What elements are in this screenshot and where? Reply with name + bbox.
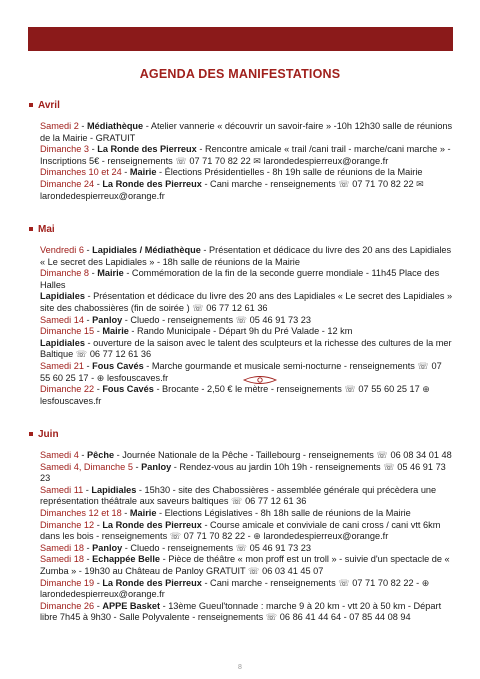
agenda-entry [29, 601, 454, 624]
entry-organizer: Pêche [87, 450, 115, 460]
entry-text: - [89, 268, 98, 279]
entry-organizer: Mairie [129, 507, 157, 518]
entry-text: - Atelier vannerie « découvrir un savoir-faire » -10h 12h30 salle de réunions de la Mairie - GRATUIT [40, 121, 453, 143]
contact-icon: ☏ [344, 384, 356, 395]
entry-text: - Cluedo - renseignements [122, 542, 236, 553]
entry-text: - Présentation et dédicace du livre des 20 ans des Lapidiales « Le secret des Lapidiales » - 18h salle de réunions de la Mairie [40, 245, 452, 267]
entry-date: Samedi 11 [40, 484, 84, 495]
entry-text: - Pièce de théâtre « mon proff est un troll » - suivie d'un spectacle de « Zumba » - 19h30 au Château de Panloy GRATUIT [40, 554, 450, 576]
month-label: Juin [38, 429, 59, 440]
entry-text: - [83, 245, 93, 255]
entry-text: - 13ème Gueul'tonnade : marche 9 à 20 km - vtt 20 à 50 km - Départ libre 7h45 à 9h30 - Salle Polyvalente - renseignements [40, 600, 442, 623]
entry-text: - [121, 167, 130, 178]
entry-text: - [83, 314, 93, 325]
contact-icon: ☏ [235, 314, 248, 325]
entry-text: - ouverture de la saison avec le talent des sculpteurs et la richesse des cultures de la mer Baltique [40, 337, 452, 360]
entry-date: Dimanche 3 [40, 144, 90, 155]
entry-organizer: La Ronde des Pierreux [102, 577, 202, 588]
entry-text: 07 71 70 82 22 [349, 178, 417, 189]
agenda-entry [29, 554, 454, 577]
agenda-entry [29, 450, 454, 462]
entry-organizer: Lapidiales / Médiathèque [92, 245, 201, 255]
entry-organizer: APPE Basket [102, 600, 161, 611]
entry-date: Samedi 4 [40, 450, 79, 460]
entry-text: - Cluedo - renseignements [122, 314, 236, 325]
entry-date: Samedi 18 [40, 542, 84, 553]
entry-organizer: Mairie [129, 167, 157, 178]
entry-text: - [132, 461, 142, 472]
agenda-entry [29, 167, 454, 179]
entry-text: - [94, 519, 103, 530]
entry-text: 07 55 60 25 17 - [40, 360, 442, 383]
entry-date: Samedi 21 [40, 360, 84, 371]
contact-icon: ⊕ [253, 531, 261, 542]
entry-organizer: Fous Cavés [92, 360, 144, 371]
agenda-entry [29, 315, 454, 327]
entry-date: Samedi 2 [40, 121, 82, 131]
entry-text: - [94, 577, 103, 588]
entry-text: - Course amicale et conviviale de cani cross / cani vtt 6km dans les bois - renseignements [40, 519, 441, 542]
contact-icon: ✉ [253, 155, 261, 166]
entry-text: 06 77 12 61 36 [87, 349, 152, 360]
entry-list [29, 121, 454, 202]
entry-text: 07 71 70 82 22 [186, 155, 254, 166]
entry-text: 06 77 12 61 36 [203, 302, 268, 313]
page-title: AGENDA DES MANIFESTATIONS [139, 67, 341, 81]
entry-text: - [121, 507, 130, 518]
entry-text: - Commémoration de la fin de la seconde guerre mondiale - 11h45 Place des Halles [40, 268, 440, 290]
agenda-entry [29, 520, 454, 543]
entry-text: larondedespierreux@orange.fr [260, 531, 389, 542]
entry-organizer: La Ronde des Pierreux [102, 178, 202, 189]
page-number: 8 [238, 664, 242, 671]
entry-organizer: Panloy [92, 314, 123, 325]
entry-text: - [83, 542, 93, 553]
header-bar [28, 27, 453, 51]
entry-date: Dimanche 22 [40, 384, 95, 395]
entry-text: - [89, 144, 98, 155]
month-section-avril [29, 100, 454, 202]
entry-list [29, 450, 454, 624]
entry-organizer: Panloy [92, 542, 123, 553]
entry-organizer: Fous Cavés [102, 384, 154, 395]
entry-text: - [78, 450, 87, 460]
month-heading [29, 100, 454, 112]
entry-text: - [94, 384, 103, 395]
contact-icon: ☏ [192, 302, 204, 313]
entry-date: Dimanche 26 [40, 600, 95, 611]
agenda-entry [29, 578, 454, 601]
entry-date: Dimanche 8 [40, 268, 90, 279]
entry-organizer: Lapidiales [40, 337, 85, 348]
entry-text: - [83, 360, 93, 371]
contact-icon: ☏ [248, 565, 260, 576]
month-heading [29, 429, 454, 441]
agenda-entry [29, 508, 454, 520]
entry-organizer: Panloy [141, 461, 172, 472]
agenda-entry [29, 384, 454, 407]
contact-icon: ☏ [175, 155, 187, 166]
entry-organizer: Médiathèque [87, 121, 144, 131]
entry-organizer: Mairie [97, 268, 124, 279]
entry-text: - Cani marche - renseignements [201, 577, 339, 588]
entry-text: 07 71 70 82 22 - [181, 531, 254, 542]
entry-text: - Cani marche - renseignements [201, 178, 339, 189]
bullet-icon [29, 227, 33, 231]
contact-icon: ☏ [338, 577, 350, 588]
agenda-entry [29, 144, 454, 167]
contact-icon: ⊕ [421, 577, 430, 588]
entry-text: - Brocante - 2,50 € le mètre - renseignements [153, 384, 345, 395]
month-label: Mai [38, 224, 55, 235]
entry-text: - [83, 554, 93, 565]
agenda-entry [29, 338, 454, 361]
entry-date: Dimanches 12 et 18 [40, 507, 122, 518]
contact-icon: ☏ [231, 496, 243, 507]
entry-text: 05 46 91 73 23 [40, 461, 446, 484]
agenda-entry [29, 268, 454, 291]
entry-text: larondedespierreux@orange.fr [40, 190, 165, 201]
entry-text: 05 46 91 73 23 [247, 542, 311, 553]
contact-icon: ☏ [338, 178, 350, 189]
entry-date: Vendredi 6 [40, 245, 84, 255]
entry-organizer: Echappée Belle [92, 554, 161, 565]
agenda-entry [29, 326, 454, 338]
entry-text: - Rendez-vous au jardin 10h 19h - renseignements [171, 461, 384, 472]
entry-text: - [94, 178, 103, 189]
entry-text: - [94, 600, 103, 611]
contact-icon: ☏ [376, 450, 388, 460]
entry-text: - Présentation et dédicace du livre des 20 ans des Lapidiales « Le secret des Lapidiales » site des chabossières (fin de soirée ) [40, 291, 453, 313]
entry-organizer: Lapidiales [91, 484, 137, 495]
entry-date: Dimanche 19 [40, 577, 95, 588]
entry-text: larondedespierreux@orange.fr [40, 589, 165, 600]
agenda-entry [29, 179, 454, 202]
entry-text: - Elections Législatives - 8h 18h salle de réunions de la Mairie [156, 507, 411, 518]
entry-text: - [94, 326, 103, 337]
entry-text: 07 55 60 25 17 [355, 384, 423, 395]
entry-text: - 15h30 - site des Chabossières - assemblée générale qui précèdera une représentation théâtrale aux saveurs baltiques [40, 484, 437, 507]
entry-text: 06 03 41 45 07 [259, 565, 324, 576]
eye-doodle-icon [242, 374, 278, 386]
entry-organizer: La Ronde des Pierreux [102, 519, 202, 530]
agenda-entry [29, 291, 454, 314]
contact-icon: ☏ [235, 542, 248, 553]
contact-icon: ☏ [383, 461, 395, 472]
month-heading [29, 224, 454, 236]
agenda-entry [29, 485, 454, 508]
entry-text: 07 71 70 82 22 - [349, 577, 422, 588]
contact-icon: ☏ [75, 349, 88, 360]
entry-text: 06 77 12 61 36 [242, 496, 307, 507]
entry-text: 05 46 91 73 23 [247, 314, 311, 325]
entry-date: Samedi 14 [40, 314, 84, 325]
entry-date: Dimanches 10 et 24 [40, 167, 122, 178]
entry-text: 06 08 34 01 48 [387, 450, 452, 460]
entry-date: Dimanche 12 [40, 519, 95, 530]
contact-icon: ⊕ [422, 384, 430, 395]
entry-text: - Rando Municipale - Départ 9h du Pré Valade - 12 km [128, 326, 353, 337]
entry-date: Dimanche 15 [40, 326, 95, 337]
entry-text: lesfouscaves.fr [104, 372, 169, 383]
bullet-icon [29, 432, 33, 436]
contact-icon: ⊕ [96, 372, 105, 383]
agenda-entry [29, 245, 454, 268]
entry-organizer: Mairie [102, 326, 129, 337]
agenda-entry [29, 462, 454, 485]
entry-text: 06 86 41 44 64 - 07 85 44 08 94 [277, 612, 411, 623]
entry-date: Dimanche 24 [40, 178, 95, 189]
contact-icon: ☏ [169, 531, 182, 542]
agenda-entry [29, 121, 454, 144]
entry-text: - [81, 121, 87, 131]
month-section-juin [29, 429, 454, 624]
entry-text: - Rencontre amicale « trail /cani trail - marche/cani marche » - Inscriptions 5€ - renseignements [40, 144, 451, 166]
entry-text: larondedespierreux@orange.fr [260, 155, 389, 166]
entry-date: Samedi 18 [40, 554, 84, 565]
entry-text: lesfouscaves.fr [40, 395, 102, 406]
bullet-icon [29, 103, 33, 107]
entry-text: - [83, 484, 92, 495]
month-label: Avril [38, 100, 60, 111]
contact-icon: ☏ [265, 612, 278, 623]
contact-icon: ✉ [416, 178, 424, 189]
agenda-entry [29, 543, 454, 555]
entry-text: - Marche gourmande et musicale semi-nocturne - renseignements [143, 360, 418, 371]
entry-text: - Journée Nationale de la Pêche - Taillebourg - renseignements [114, 450, 377, 460]
entry-date: Samedi 4, Dimanche 5 [40, 461, 133, 472]
entry-text: - Élections Présidentielles - 8h 19h salle de réunions de la Mairie [156, 167, 423, 178]
contact-icon: ☏ [417, 360, 429, 371]
entry-organizer: La Ronde des Pierreux [97, 144, 197, 155]
entry-organizer: Lapidiales [40, 291, 85, 302]
